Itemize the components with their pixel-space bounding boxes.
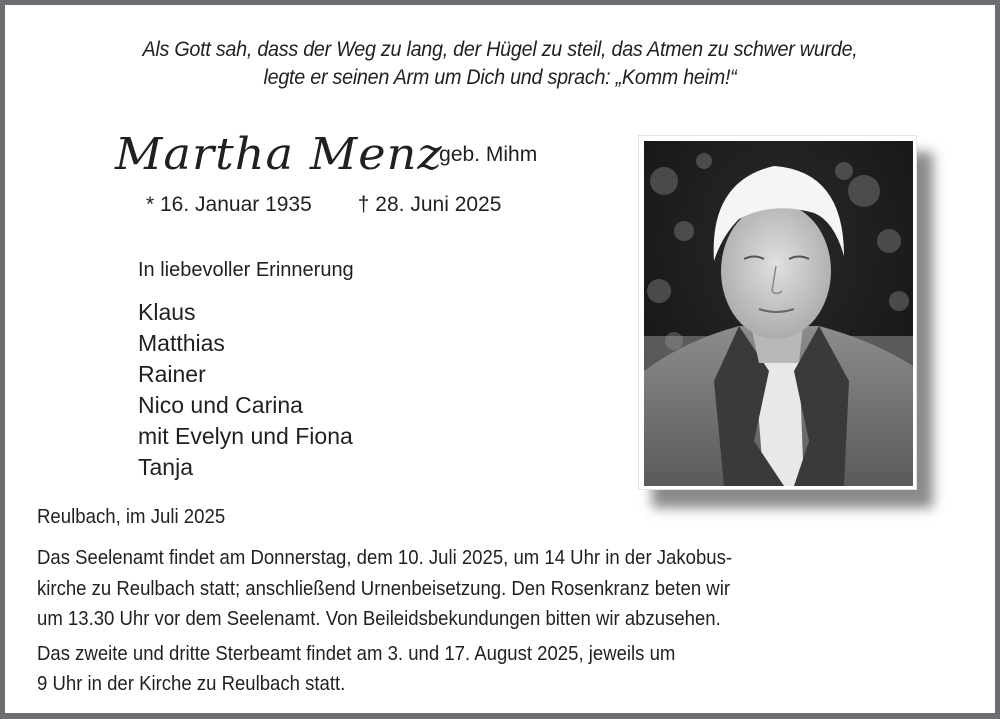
notice-line: 9 Uhr in der Kirche zu Reulbach statt. [37,672,346,695]
mourners-list [138,297,353,483]
notice-line: Das zweite und dritte Sterbeamt findet am 3. und 17. August 2025, jeweils um [37,641,676,665]
mourner: Klaus [138,299,196,325]
mourner: Rainer [138,361,206,387]
quote-line-1: Als Gott sah, dass der Weg zu lang, der Hügel zu steil, das Atmen zu schwer wurde, [142,37,858,61]
mourner: Nico und Carina [138,392,303,418]
mourner: Tanja [138,454,193,480]
deceased-name-line [115,129,537,180]
maiden-name: geb. Mihm [439,143,538,166]
deceased-name: Martha Menz [115,129,443,180]
notice-line: Das Seelenamt findet am Donnerstag, dem 10. Juli 2025, um 14 Uhr in der Jakobus- [37,546,733,569]
obituary-card [5,5,995,713]
place-date: Reulbach, im Juli 2025 [37,506,226,528]
portrait-photo [644,141,913,486]
quote-line-2: legte er seinen Arm um Dich und sprach: „Komm heim!“ [263,65,737,89]
service-notice [37,543,951,704]
portrait-frame [638,135,917,490]
birth-date: * 16. Januar 1935 [146,193,312,216]
mourner: mit Evelyn und Fiona [138,423,353,449]
death-date: † 28. Juni 2025 [357,193,502,216]
portrait-illustration [644,141,913,486]
notice-line: um 13.30 Uhr vor dem Seelenamt. Von Beileidsbekundungen bitten wir abzusehen. [37,607,721,630]
memory-heading: In liebevoller Erinnerung [138,259,354,281]
opening-quote [45,35,956,91]
notice-paragraph-1 [37,543,951,635]
notice-paragraph-2 [37,639,951,700]
life-dates [146,193,501,217]
notice-line: kirche zu Reulbach statt; anschließend Urnenbeisetzung. Den Rosenkranz beten wir [37,576,731,600]
mourner: Matthias [138,330,225,356]
